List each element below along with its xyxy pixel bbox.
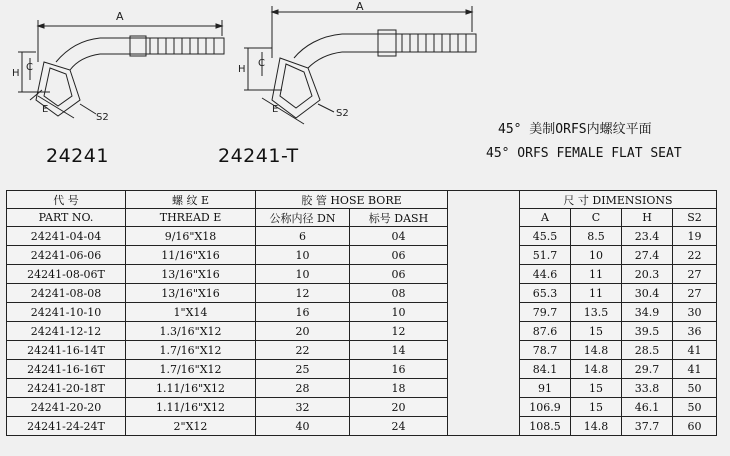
cell-dn: 25 [256, 360, 350, 379]
cell-h: 29.7 [622, 360, 673, 379]
cell-part: 24241-10-10 [7, 303, 126, 322]
table-gap [448, 191, 520, 209]
cell-a: 91 [520, 379, 571, 398]
table-gap [448, 322, 520, 341]
cell-s2: 60 [673, 417, 717, 436]
cell-c: 15 [571, 398, 622, 417]
cell-dash: 06 [350, 265, 448, 284]
dim-h-label: H [238, 64, 246, 75]
table-gap [448, 284, 520, 303]
cell-a: 87.6 [520, 322, 571, 341]
header-thread-cn: 螺 纹 E [126, 191, 256, 209]
cell-a: 106.9 [520, 398, 571, 417]
fitting-drawing-24241-t [232, 0, 492, 140]
cell-c: 14.8 [571, 360, 622, 379]
cell-part: 24241-16-14T [7, 341, 126, 360]
cell-dash: 20 [350, 398, 448, 417]
cell-s2: 36 [673, 322, 717, 341]
table-gap [448, 360, 520, 379]
dim-c-label: C [26, 62, 33, 73]
cell-s2: 50 [673, 398, 717, 417]
dimensions-table-body [7, 227, 717, 436]
cell-h: 46.1 [622, 398, 673, 417]
table-gap [448, 417, 520, 436]
cell-dn: 28 [256, 379, 350, 398]
header-hose-bore: 胶 管 HOSE BORE [256, 191, 448, 209]
header-dash: 标号 DASH [350, 209, 448, 227]
cell-thread: 9/16"X18 [126, 227, 256, 246]
cell-dn: 6 [256, 227, 350, 246]
cell-part: 24241-04-04 [7, 227, 126, 246]
cell-a: 78.7 [520, 341, 571, 360]
cell-part: 24241-24-24T [7, 417, 126, 436]
cell-dash: 06 [350, 246, 448, 265]
cell-part: 24241-06-06 [7, 246, 126, 265]
cell-s2: 30 [673, 303, 717, 322]
dim-a-label: A [116, 10, 124, 23]
cell-a: 44.6 [520, 265, 571, 284]
cell-part: 24241-08-06T [7, 265, 126, 284]
dim-h-label: H [12, 68, 20, 79]
table-gap [448, 227, 520, 246]
cell-dash: 18 [350, 379, 448, 398]
table-row [7, 398, 717, 417]
cell-c: 13.5 [571, 303, 622, 322]
cell-s2: 27 [673, 265, 717, 284]
cell-thread: 1.7/16"X12 [126, 360, 256, 379]
table-gap [448, 246, 520, 265]
table-row [7, 284, 717, 303]
cell-part: 24241-16-16T [7, 360, 126, 379]
cell-thread: 1.3/16"X12 [126, 322, 256, 341]
cell-h: 27.4 [622, 246, 673, 265]
cell-part: 24241-20-18T [7, 379, 126, 398]
cell-c: 14.8 [571, 417, 622, 436]
cell-dash: 16 [350, 360, 448, 379]
header-part-en: PART NO. [7, 209, 126, 227]
cell-c: 15 [571, 379, 622, 398]
cell-dash: 08 [350, 284, 448, 303]
header-part-cn: 代 号 [7, 191, 126, 209]
title-chinese: 45° 美制ORFS内螺纹平面 [498, 122, 652, 137]
cell-c: 11 [571, 265, 622, 284]
cell-dn: 22 [256, 341, 350, 360]
model-label-24241-t: 24241-T [218, 145, 299, 167]
cell-h: 39.5 [622, 322, 673, 341]
dim-a-label: A [356, 0, 364, 13]
header-thread-en: THREAD E [126, 209, 256, 227]
cell-h: 37.7 [622, 417, 673, 436]
table-row [7, 417, 717, 436]
cell-a: 79.7 [520, 303, 571, 322]
table-gap [448, 303, 520, 322]
cell-h: 33.8 [622, 379, 673, 398]
header-a: A [520, 209, 571, 227]
cell-thread: 11/16"X16 [126, 246, 256, 265]
table-row [7, 322, 717, 341]
table-gap [448, 379, 520, 398]
cell-part: 24241-12-12 [7, 322, 126, 341]
cell-h: 20.3 [622, 265, 673, 284]
cell-h: 23.4 [622, 227, 673, 246]
cell-dn: 16 [256, 303, 350, 322]
cell-a: 65.3 [520, 284, 571, 303]
cell-dn: 40 [256, 417, 350, 436]
dim-e-label: E [272, 104, 279, 115]
header-c: C [571, 209, 622, 227]
cell-a: 45.5 [520, 227, 571, 246]
cell-h: 30.4 [622, 284, 673, 303]
table-gap [448, 398, 520, 417]
cell-s2: 41 [673, 360, 717, 379]
table-row [7, 379, 717, 398]
table-gap [448, 341, 520, 360]
cell-dn: 12 [256, 284, 350, 303]
cell-dash: 10 [350, 303, 448, 322]
dim-s2-label: S2 [96, 112, 109, 123]
dim-e-label: E [42, 104, 49, 115]
cell-h: 34.9 [622, 303, 673, 322]
cell-dn: 32 [256, 398, 350, 417]
cell-dn: 20 [256, 322, 350, 341]
cell-c: 8.5 [571, 227, 622, 246]
fitting-drawing-24241 [0, 0, 250, 135]
cell-thread: 13/16"X16 [126, 284, 256, 303]
cell-s2: 27 [673, 284, 717, 303]
cell-a: 84.1 [520, 360, 571, 379]
cell-dash: 14 [350, 341, 448, 360]
table-row [7, 227, 717, 246]
cell-c: 14.8 [571, 341, 622, 360]
header-s2: S2 [673, 209, 717, 227]
model-label-24241: 24241 [46, 145, 109, 167]
cell-a: 51.7 [520, 246, 571, 265]
cell-dash: 24 [350, 417, 448, 436]
table-row [7, 265, 717, 284]
cell-a: 108.5 [520, 417, 571, 436]
header-dn: 公称内径 DN [256, 209, 350, 227]
table-gap [448, 209, 520, 227]
header-dimensions: 尺 寸 DIMENSIONS [520, 191, 717, 209]
cell-dash: 12 [350, 322, 448, 341]
table-row [7, 246, 717, 265]
cell-s2: 41 [673, 341, 717, 360]
cell-h: 28.5 [622, 341, 673, 360]
cell-s2: 19 [673, 227, 717, 246]
cell-c: 15 [571, 322, 622, 341]
cell-s2: 50 [673, 379, 717, 398]
cell-s2: 22 [673, 246, 717, 265]
cell-thread: 1.11/16"X12 [126, 379, 256, 398]
cell-dn: 10 [256, 265, 350, 284]
title-english: 45° ORFS FEMALE FLAT SEAT [486, 146, 682, 161]
cell-c: 10 [571, 246, 622, 265]
cell-dash: 04 [350, 227, 448, 246]
dim-s2-label: S2 [336, 108, 349, 119]
table-row [7, 360, 717, 379]
cell-part: 24241-08-08 [7, 284, 126, 303]
cell-dn: 10 [256, 246, 350, 265]
table-gap [448, 265, 520, 284]
cell-part: 24241-20-20 [7, 398, 126, 417]
cell-thread: 13/16"X16 [126, 265, 256, 284]
cell-thread: 1.7/16"X12 [126, 341, 256, 360]
header-h: H [622, 209, 673, 227]
cell-thread: 1.11/16"X12 [126, 398, 256, 417]
table-row [7, 341, 717, 360]
dimensions-table [6, 190, 717, 436]
cell-thread: 2"X12 [126, 417, 256, 436]
cell-thread: 1"X14 [126, 303, 256, 322]
table-row [7, 303, 717, 322]
cell-c: 11 [571, 284, 622, 303]
dim-c-label: C [258, 58, 265, 69]
